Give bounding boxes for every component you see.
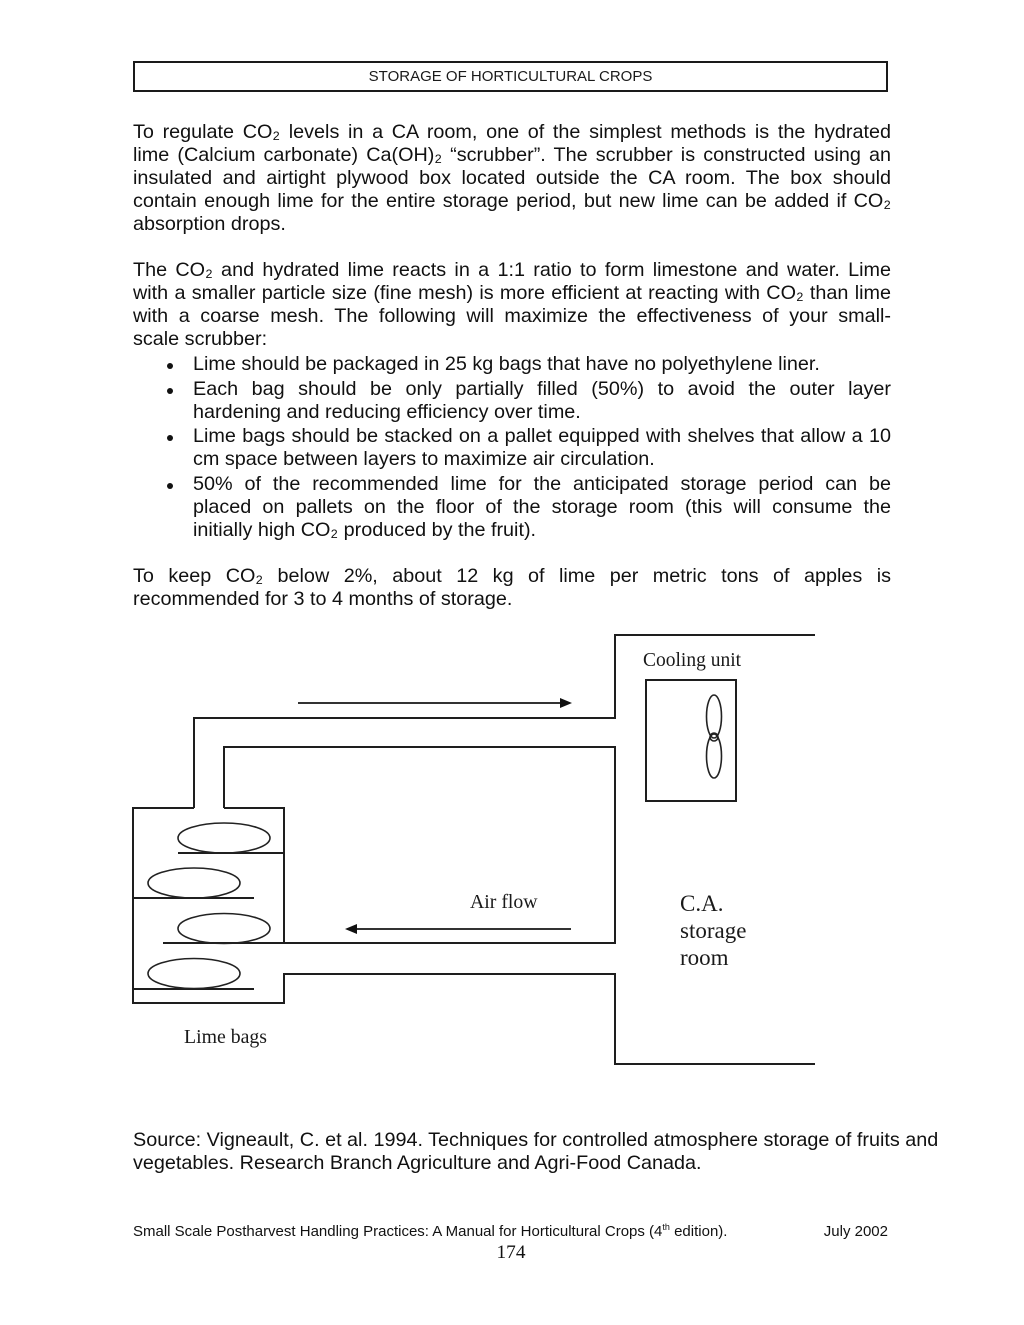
ca-room-label-line-2: storage	[680, 918, 747, 943]
arrow-right-icon	[298, 698, 572, 708]
lime-bag-icon	[148, 959, 240, 989]
text-line: Lime bags should be stacked on a pallet equipped with shelves that allow a 10	[193, 425, 891, 447]
footer-title-superscript: th	[662, 1222, 670, 1232]
fan-blade-upper	[707, 695, 722, 738]
text-line: To keep CO₂ below 2%, about 12 kg of lime per metric tons of apples is	[133, 565, 891, 587]
ca-room-label-line-1: C.A.	[680, 891, 724, 916]
text-line: insulated and airtight plywood box located outside the CA room. The box should	[133, 167, 891, 189]
text-line: vegetables. Research Branch Agriculture and Agri-Food Canada.	[133, 1152, 702, 1174]
arrow-left-icon	[345, 924, 571, 934]
text-line: scale scrubber:	[133, 328, 268, 350]
fan-icon	[707, 695, 722, 778]
page-footer	[133, 1223, 888, 1241]
lime-bag-icon	[178, 914, 270, 944]
text-line: 50% of the recommended lime for the anticipated storage period can be	[193, 472, 891, 495]
cooling-unit-label: Cooling unit	[643, 650, 742, 671]
cooling-unit-box	[646, 680, 736, 801]
text-line: To regulate CO₂ levels in a CA room, one of the simplest methods is the hydrated	[133, 121, 891, 143]
air-flow-label: Air flow	[470, 891, 538, 913]
footer-title-suffix: edition).	[669, 1223, 728, 1240]
lime-bag-icon	[178, 823, 270, 853]
text-line: lime (Calcium carbonate) Ca(OH)₂ “scrubber”. The scrubber is constructed using an	[133, 144, 891, 166]
arrow-head	[560, 698, 572, 708]
text-line: initially high CO₂ produced by the fruit).	[193, 518, 537, 541]
page-number: 174	[496, 1242, 526, 1263]
lime-bags-label: Lime bags	[184, 1026, 267, 1048]
text-line: with a coarse mesh. The following will maximize the effectiveness of your small-	[133, 305, 891, 327]
ca-room-label-line-3: room	[680, 945, 729, 970]
text-line: hardening and reducing efficiency over time.	[193, 400, 581, 423]
lime-bag-icon	[148, 868, 240, 898]
text-line: Each bag should be only partially filled (50%) to avoid the outer layer	[193, 377, 891, 400]
footer-title-prefix: Small Scale Postharvest Handling Practices: A Manual for Horticultural Crops (4	[133, 1223, 663, 1240]
text-line: placed on pallets on the floor of the storage room (this will consume the	[193, 495, 891, 518]
text-line: recommended for 3 to 4 months of storage.	[133, 588, 513, 610]
text-line: absorption drops.	[133, 213, 286, 235]
text-line: The CO₂ and hydrated lime reacts in a 1:1 ratio to form limestone and water. Lime	[133, 259, 891, 281]
text-line: Lime should be packaged in 25 kg bags that have no polyethylene liner.	[193, 353, 820, 375]
arrow-head	[345, 924, 357, 934]
text-line: contain enough lime for the entire storage period, but new lime can be added if CO₂	[133, 190, 891, 212]
running-header-title: STORAGE OF HORTICULTURAL CROPS	[368, 68, 653, 85]
text-line: cm space between layers to maximize air circulation.	[193, 448, 655, 470]
source-citation	[133, 1129, 939, 1175]
footer-book-title	[133, 1223, 727, 1241]
text-line: with a smaller particle size (fine mesh) is more efficient at reacting with CO₂ than lime	[133, 282, 891, 304]
text-line: Source: Vigneault, C. et al. 1994. Techniques for controlled atmosphere storage of fruits and	[133, 1129, 939, 1151]
footer-date: July 2002	[823, 1223, 888, 1240]
